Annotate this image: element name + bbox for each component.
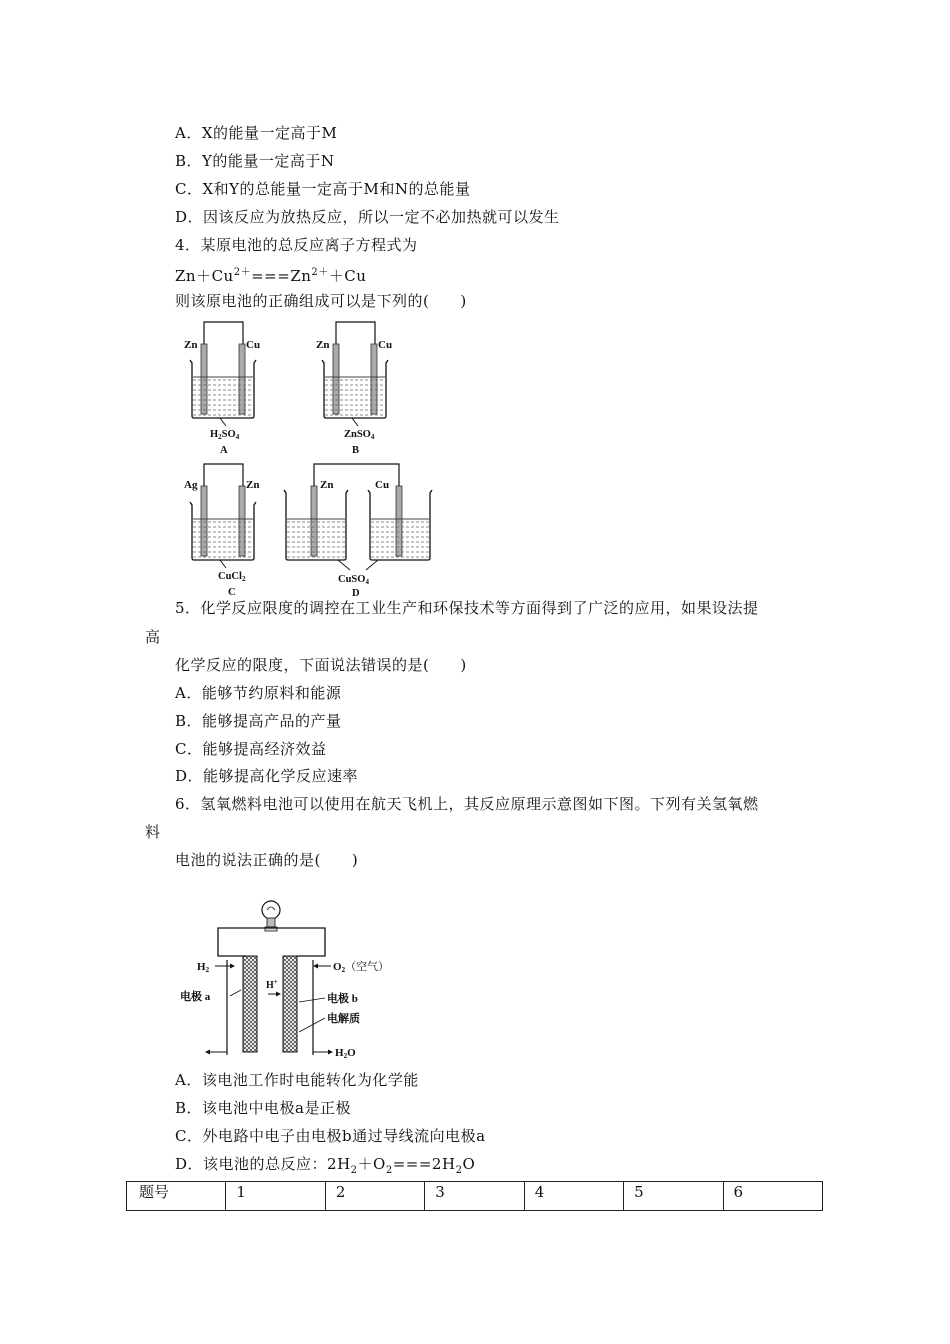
eq-part-3: ＋Cu <box>328 267 367 285</box>
cell-figure-b <box>312 318 407 460</box>
fuel-cell-figure <box>175 890 415 1070</box>
q6-stem-wrap: 料 <box>145 823 161 841</box>
label-h2: H2 <box>197 961 210 974</box>
fig-b-left-label: Zn <box>316 339 330 351</box>
table-row <box>127 1182 823 1211</box>
eq-charge-cu: 2＋ <box>233 267 252 278</box>
q4-equation <box>175 263 366 286</box>
label-h2o: H2O <box>335 1047 356 1060</box>
table-cell-5[interactable]: 5 <box>624 1182 723 1211</box>
label-electrode-a: 电极 a <box>180 991 211 1003</box>
q5-option-d: D．能够提高化学反应速率 <box>175 767 359 785</box>
fig-c-left-label: Ag <box>184 479 198 491</box>
eq-part-1: Zn＋Cu <box>175 267 234 285</box>
q5-stem-line2: 化学反应的限度，下面说法错误的是( ) <box>175 656 467 674</box>
fig-b-electrolyte: ZnSO4 <box>344 429 375 441</box>
label-o2-air: O2（空气） <box>333 961 390 974</box>
cell-figure-c <box>180 460 275 605</box>
table-cell-6[interactable]: 6 <box>723 1182 822 1211</box>
q5-option-a: A．能够节约原料和能源 <box>175 684 342 702</box>
eq-part-2: ===Zn <box>251 267 312 285</box>
fig-a-left-label: Zn <box>184 339 198 351</box>
fig-d-electrolyte: CuSO4 <box>338 574 369 586</box>
table-cell-4[interactable]: 4 <box>524 1182 623 1211</box>
q3-option-d: D．因该反应为放热反应，所以一定不必加热就可以发生 <box>175 208 560 226</box>
cell-figure-a <box>180 318 275 460</box>
q3-option-c: C．X和Y的总能量一定高于M和N的总能量 <box>175 180 471 198</box>
table-cell-2[interactable]: 2 <box>325 1182 424 1211</box>
eq-charge-zn: 2＋ <box>311 267 329 278</box>
q6-option-c: C．外电路中电子由电极b通过导线流向电极a <box>175 1127 486 1145</box>
q5-option-c: C．能够提高经济效益 <box>175 740 327 758</box>
fig-a-right-label: Cu <box>246 339 261 351</box>
fig-c-electrolyte: CuCl2 <box>218 571 246 583</box>
fig-d-left-label: Zn <box>320 479 334 491</box>
q5-stem-line1: 5．化学反应限度的调控在工业生产和环保技术等方面得到了广泛的应用，如果设法提 <box>175 599 759 617</box>
light-bulb-icon <box>262 901 280 919</box>
q6-option-d: D．该电池的总反应：$2H_2+O_2===2H_2O$ <box>175 1155 476 1176</box>
q6-stem-line1: 6．氢氧燃料电池可以使用在航天飞机上，其反应原理示意图如下图。下列有关氢氧燃 <box>175 795 759 813</box>
fig-b-right-label: Cu <box>378 339 393 351</box>
q4-prompt: 则该原电池的正确组成可以是下列的( ) <box>175 292 467 310</box>
q3-option-b: B．Y的能量一定高于N <box>175 152 335 170</box>
fig-c-right-label: Zn <box>246 479 260 491</box>
table-header-cell: 题号 <box>127 1182 226 1211</box>
cell-figure-d <box>280 460 445 605</box>
table-cell-1[interactable]: 1 <box>226 1182 325 1211</box>
fig-c-label: C <box>228 587 236 598</box>
q5-stem-wrap: 高 <box>145 628 161 646</box>
fig-a-electrolyte: H2SO4 <box>210 429 240 441</box>
q6-option-b: B．该电池中电极a是正极 <box>175 1099 351 1117</box>
fig-d-label: D <box>352 588 360 599</box>
label-h-plus: H+ <box>266 978 278 991</box>
label-electrode-b: 电极 b <box>327 993 358 1005</box>
q3-option-a: A．X的能量一定高于M <box>175 124 338 142</box>
q4-stem: 4．某原电池的总反应离子方程式为 <box>175 236 418 254</box>
table-cell-3[interactable]: 3 <box>425 1182 524 1211</box>
q6-stem-line2: 电池的说法正确的是( ) <box>175 851 359 869</box>
fig-d-right-label: Cu <box>375 479 390 491</box>
q6-option-a: A．该电池工作时电能转化为化学能 <box>175 1071 419 1089</box>
fig-b-label: B <box>352 445 360 456</box>
fig-a-label: A <box>220 445 228 456</box>
answer-table <box>126 1181 823 1211</box>
label-electrolyte: 电解质 <box>327 1013 360 1025</box>
q5-option-b: B．能够提高产品的产量 <box>175 712 342 730</box>
